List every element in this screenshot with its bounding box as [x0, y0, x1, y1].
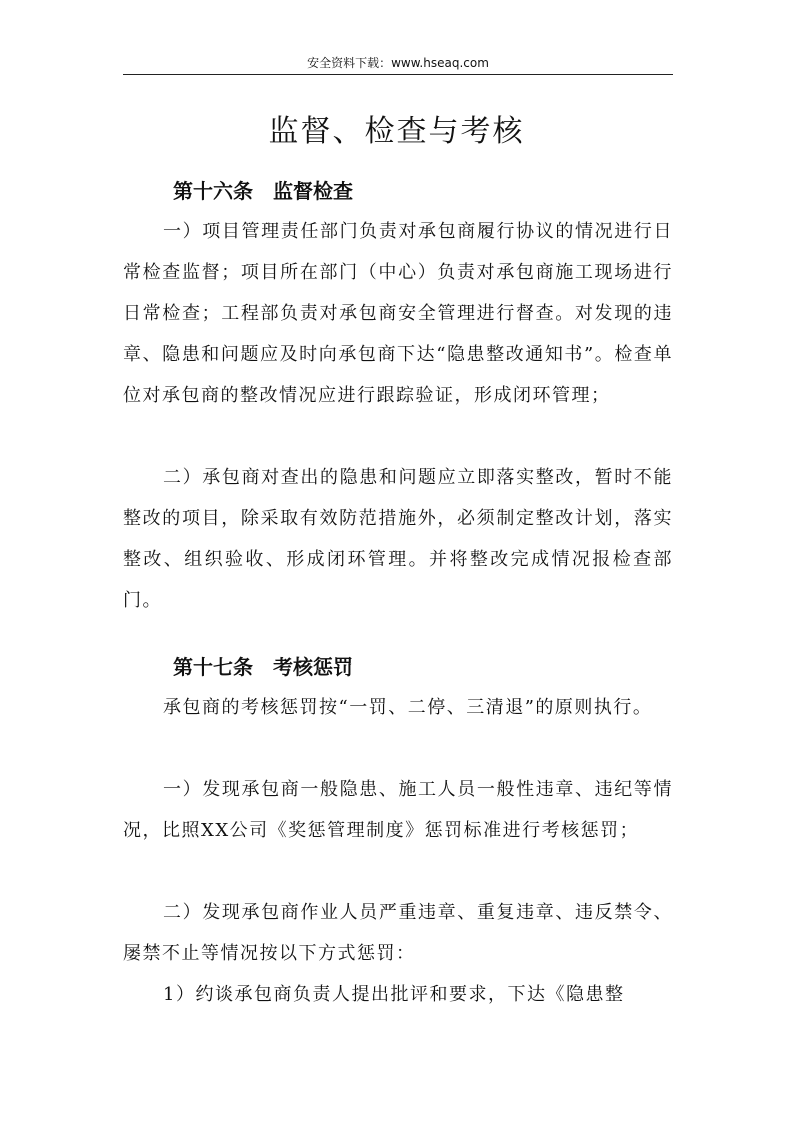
page-header: [123, 52, 673, 75]
paragraph: 二）承包商对查出的隐患和问题应立即落实整改，暂时不能整改的项目，除采取有效防范措施外，必须制定整改计划，落实整改、组织验收、形成闭环管理。并将整改完成情况报检查部门。: [123, 467, 673, 611]
paragraph: 承包商的考核惩罚按“一罚、二停、三清退”的原则执行。: [163, 697, 653, 718]
document-title: 监督、检查与考核: [268, 114, 525, 149]
paragraph: 一）项目管理责任部门负责对承包商履行协议的情况进行日常检查监督；项目所在部门（中心）负责对承包商施工现场进行日常检查；工程部负责对承包商安全管理进行督查。对发现的违章、隐患和问题应及时向承包商下达“隐患整改通知书”。检查单位对承包商的整改情况应进行跟踪验证，形成闭环管理；: [123, 221, 673, 406]
header-text: 安全资料下载：www.hseaq.com: [307, 56, 489, 70]
section-heading-16: 第十六条 监督检查: [173, 179, 353, 203]
paragraph: 1）约谈承包商负责人提出批评和要求，下达《隐患整: [163, 984, 625, 1005]
paragraph: 一）发现承包商一般隐患、施工人员一般性违章、违纪等情况，比照XX公司《奖惩管理制度》惩罚标准进行考核惩罚；: [123, 779, 673, 841]
section-heading-17: 第十七条 考核惩罚: [173, 655, 353, 679]
paragraph: 二）发现承包商作业人员严重违章、重复违章、违反禁令、屡禁不止等情况按以下方式惩罚：: [123, 902, 673, 964]
